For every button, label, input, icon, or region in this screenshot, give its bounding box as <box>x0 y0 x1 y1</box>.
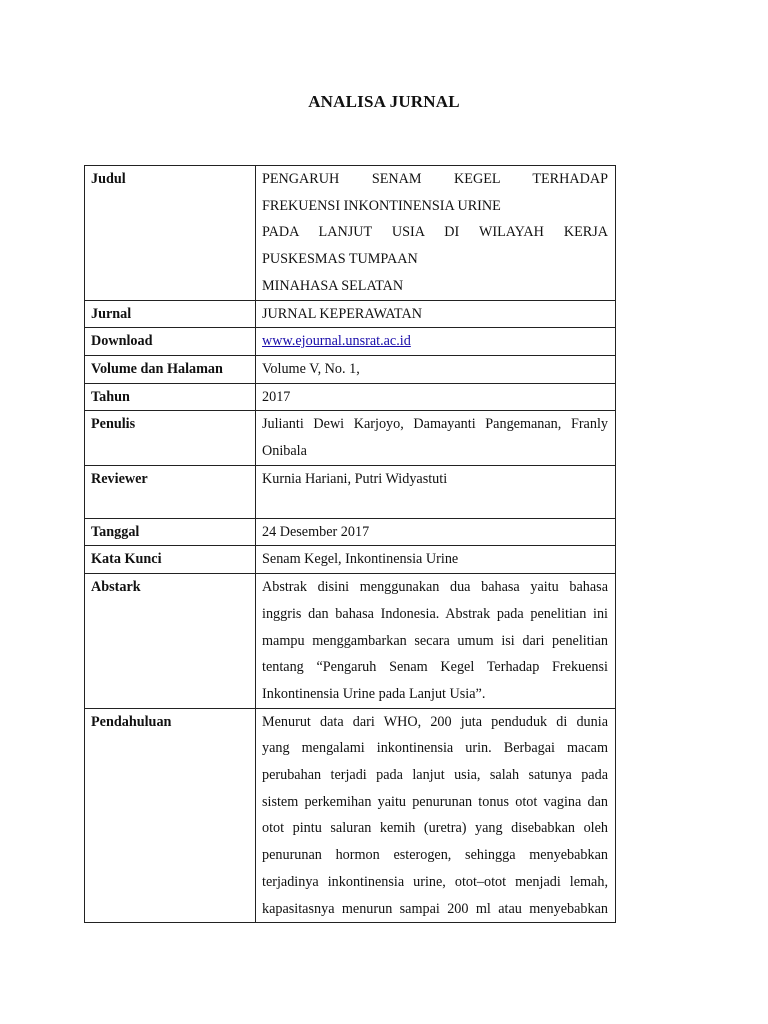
table-row-penulis <box>85 411 616 465</box>
table-row-kata-kunci <box>85 546 616 574</box>
judul-line: PUSKESMAS TUMPAAN <box>262 251 418 268</box>
value-abstrak <box>256 574 616 709</box>
label-jurnal: Jurnal <box>85 300 256 328</box>
judul-line: PENGARUH SENAM KEGEL TERHADAP <box>262 171 608 187</box>
abstrak-line: mampu menggambarkan secara umum isi dari penelitian <box>262 632 608 649</box>
pendahuluan-line: otot pintu saluran kemih (uretra) yang disebabkan oleh <box>262 820 608 837</box>
pendahuluan-line: Menurut data dari WHO, 200 juta penduduk di dunia <box>262 713 608 730</box>
table-row-abstrak <box>85 574 616 709</box>
penulis-line: Onibala <box>262 443 307 460</box>
label-tanggal: Tanggal <box>85 518 256 546</box>
table-row-volume <box>85 355 616 383</box>
value-judul <box>256 166 616 301</box>
abstrak-line: inggris dan bahasa Indonesia. Abstrak pada penelitian ini <box>262 605 608 622</box>
pendahuluan-line: yang mengalami inkontinensia urin. Berbagai macam <box>262 740 608 757</box>
judul-line: MINAHASA SELATAN <box>262 277 404 294</box>
label-penulis: Penulis <box>85 411 256 465</box>
label-pendahuluan: Pendahuluan <box>85 708 256 923</box>
download-link[interactable]: www.ejournal.unsrat.ac.id <box>262 333 411 350</box>
label-kata-kunci: Kata Kunci <box>85 546 256 574</box>
pendahuluan-line: sistem perkemihan yaitu penurunan tonus otot vagina dan <box>262 793 608 810</box>
table-row-pendahuluan <box>85 708 616 923</box>
abstrak-line: Inkontinensia Urine pada Lanjut Usia”. <box>262 685 486 702</box>
table-row-download <box>85 328 616 356</box>
value-jurnal: JURNAL KEPERAWATAN <box>256 300 616 328</box>
value-tahun: 2017 <box>256 383 616 411</box>
label-volume: Volume dan Halaman <box>85 355 256 383</box>
pendahuluan-line: terjadinya inkontinensia urine, otot–otot menjadi lemah, <box>262 873 608 890</box>
abstrak-line: tentang “Pengaruh Senam Kegel Terhadap Frekuensi <box>262 659 608 676</box>
pendahuluan-line: kapasitasnya menurun sampai 200 ml atau menyebabkan <box>262 900 608 917</box>
table-row-tahun <box>85 383 616 411</box>
value-penulis <box>256 411 616 465</box>
label-abstrak: Abstark <box>85 574 256 709</box>
table-row-jurnal <box>85 300 616 328</box>
label-reviewer: Reviewer <box>85 465 256 518</box>
pendahuluan-line: perubahan terjadi pada lanjut usia, salah satunya pada <box>262 767 608 784</box>
label-judul: Judul <box>85 166 256 301</box>
table-row-tanggal <box>85 518 616 546</box>
value-reviewer: Kurnia Hariani, Putri Widyastuti <box>256 465 616 518</box>
value-pendahuluan <box>256 708 616 923</box>
value-download <box>256 328 616 356</box>
abstrak-line: Abstrak disini menggunakan dua bahasa yaitu bahasa <box>262 579 608 596</box>
value-volume: Volume V, No. 1, <box>256 355 616 383</box>
table-row-reviewer <box>85 465 616 518</box>
table-row-judul <box>85 166 616 301</box>
pendahuluan-line: penurunan hormon esterogen, sehingga menyebabkan <box>262 847 608 864</box>
journal-analysis-table <box>84 165 616 923</box>
penulis-line: Julianti Dewi Karjoyo, Damayanti Pangemanan, Franly <box>262 416 608 433</box>
judul-line: PADA LANJUT USIA DI WILAYAH KERJA <box>262 224 608 241</box>
judul-line: FREKUENSI INKONTINENSIA URINE <box>262 197 501 214</box>
label-tahun: Tahun <box>85 383 256 411</box>
value-tanggal: 24 Desember 2017 <box>256 518 616 546</box>
page-title: ANALISA JURNAL <box>308 92 460 111</box>
value-kata-kunci: Senam Kegel, Inkontinensia Urine <box>256 546 616 574</box>
label-download: Download <box>85 328 256 356</box>
